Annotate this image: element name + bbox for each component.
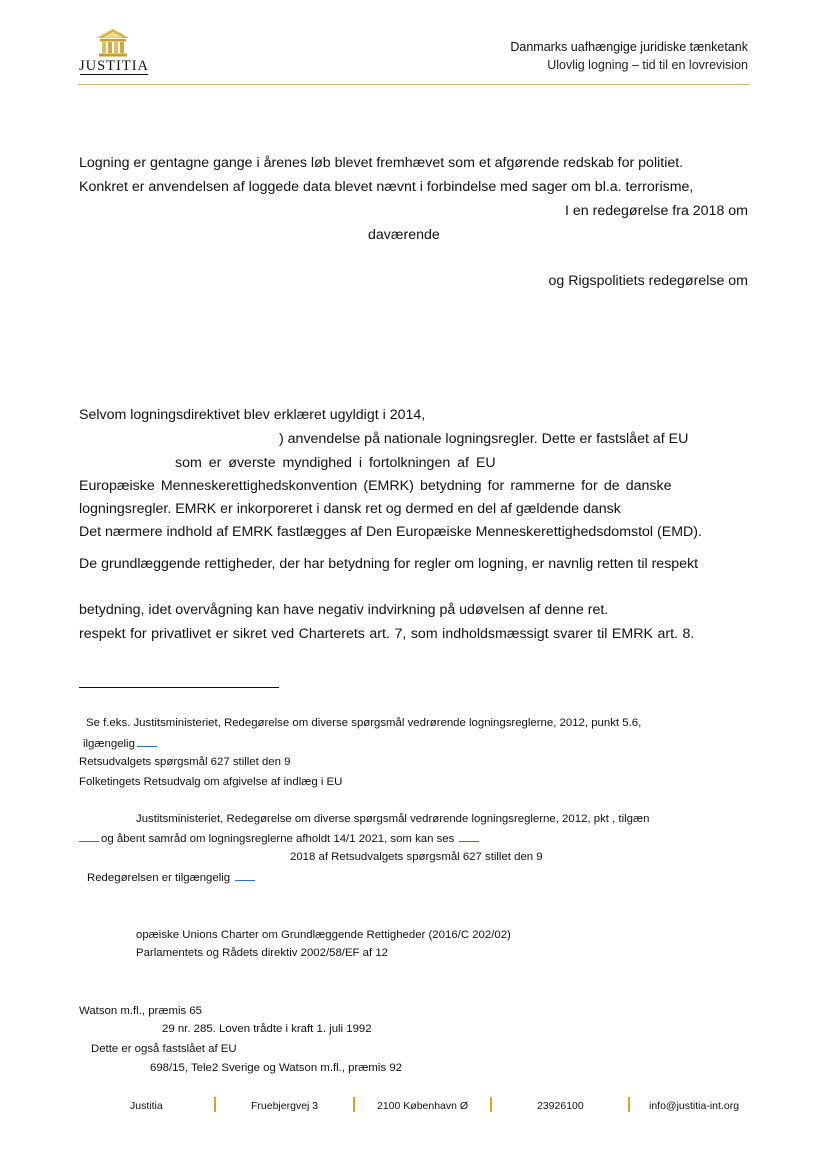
- footnote-line: Se f.eks. Justitsministeriet, Redegørelse om diverse spørgsmål vedrørende logningsreglerne, 2012, punkt 5.6,: [86, 717, 642, 729]
- footnote-line: 29 nr. 285. Loven trådte i kraft 1. juli 1992: [162, 1023, 372, 1035]
- footnote-line: Retsudvalgets spørgsmål 627 stillet den 9: [79, 756, 291, 768]
- footer-email[interactable]: info@justitia-int.org: [649, 1100, 740, 1112]
- body-line: Konkret er anvendelsen af loggede data blevet nævnt i forbindelse med sager om bl.a. terrorisme,: [79, 179, 694, 195]
- body-line: Europæiske Menneskerettighedskonvention (EMRK) betydning for rammerne for de danske: [79, 478, 672, 494]
- footnote-divider: [79, 687, 279, 688]
- footer-separator: [628, 1097, 630, 1112]
- footnote-line: Parlamentets og Rådets direktiv 2002/58/EF af 12: [136, 947, 389, 959]
- header-divider: [78, 84, 750, 85]
- body-line: og Rigspolitiets redegørelse om: [548, 273, 748, 289]
- footnote-line: ilgængelig: [83, 738, 157, 750]
- body-line: I en redegørelse fra 2018 om: [565, 203, 748, 219]
- footnote-line: Folketingets Retsudvalg om afgivelse af indlæg i EU: [79, 776, 343, 788]
- link-placeholder[interactable]: [79, 840, 99, 842]
- footer-separator: [490, 1097, 492, 1112]
- body-line: De grundlæggende rettigheder, der har betydning for regler om logning, er navnlig retten til respekt: [79, 556, 699, 572]
- link-placeholder[interactable]: [459, 840, 479, 842]
- footer-name: Justitia: [130, 1100, 163, 1112]
- header-subtitle: Ulovlig logning – tid til en lovrevision: [547, 58, 748, 72]
- body-line: betydning, idet overvågning kan have negativ indvirkning på udøvelsen af denne ret.: [79, 602, 609, 618]
- body-line: Det nærmere indhold af EMRK fastlægges af Den Europæiske Menneskerettighedsdomstol (EMD).: [79, 524, 702, 540]
- footnote-line: Justitsministeriet, Redegørelse om diverse spørgsmål vedrørende logningsreglerne, 2012, pkt , tilgæn: [136, 813, 650, 825]
- logo-text: JUSTITIA: [78, 58, 150, 74]
- link-placeholder[interactable]: [235, 879, 255, 881]
- link-placeholder[interactable]: [137, 745, 157, 747]
- footnote-line: Redegørelsen er tilgængelig: [87, 872, 255, 884]
- header-tagline: Danmarks uafhængige juridiske tænketank: [510, 40, 748, 54]
- footer-separator: [214, 1097, 216, 1112]
- justitia-logo: [78, 28, 150, 76]
- body-line: Selvom logningsdirektivet blev erklæret ugyldigt i 2014,: [79, 407, 426, 423]
- footnote-line: og åbent samråd om logningsreglerne afholdt 14/1 2021, som kan ses: [79, 833, 479, 845]
- footnote-line: 698/15, Tele2 Sverige og Watson m.fl., præmis 92: [150, 1062, 402, 1074]
- footer-city: 2100 København Ø: [377, 1100, 469, 1112]
- footnote-line: opæiske Unions Charter om Grundlæggende Rettigheder (2016/C 202/02): [136, 929, 511, 941]
- body-line: som er øverste myndighed i fortolkningen af EU: [175, 455, 496, 471]
- body-line: Logning er gentagne gange i årenes løb blevet fremhævet som et afgørende redskab for politiet.: [79, 155, 684, 171]
- body-line: ) anvendelse på nationale logningsregler. Dette er fastslået af EU: [279, 431, 689, 447]
- body-line: respekt for privatlivet er sikret ved Charterets art. 7, som indholdsmæssigt svarer til EMRK art. 8.: [79, 626, 695, 642]
- body-line: daværende: [368, 227, 440, 243]
- body-line: logningsregler. EMRK er inkorporeret i dansk ret og dermed en del af gældende dansk: [79, 501, 621, 517]
- footer-separator: [353, 1097, 355, 1112]
- footnote-line: Dette er også fastslået af EU: [91, 1043, 237, 1055]
- logo-underline: [80, 74, 148, 75]
- footer-phone: 23926100: [537, 1100, 584, 1112]
- footnote-line: Watson m.fl., præmis 65: [79, 1005, 203, 1017]
- temple-icon: [96, 28, 130, 58]
- footer-address: Fruebjergvej 3: [251, 1100, 319, 1112]
- footnote-line: 2018 af Retsudvalgets spørgsmål 627 stillet den 9: [290, 851, 543, 863]
